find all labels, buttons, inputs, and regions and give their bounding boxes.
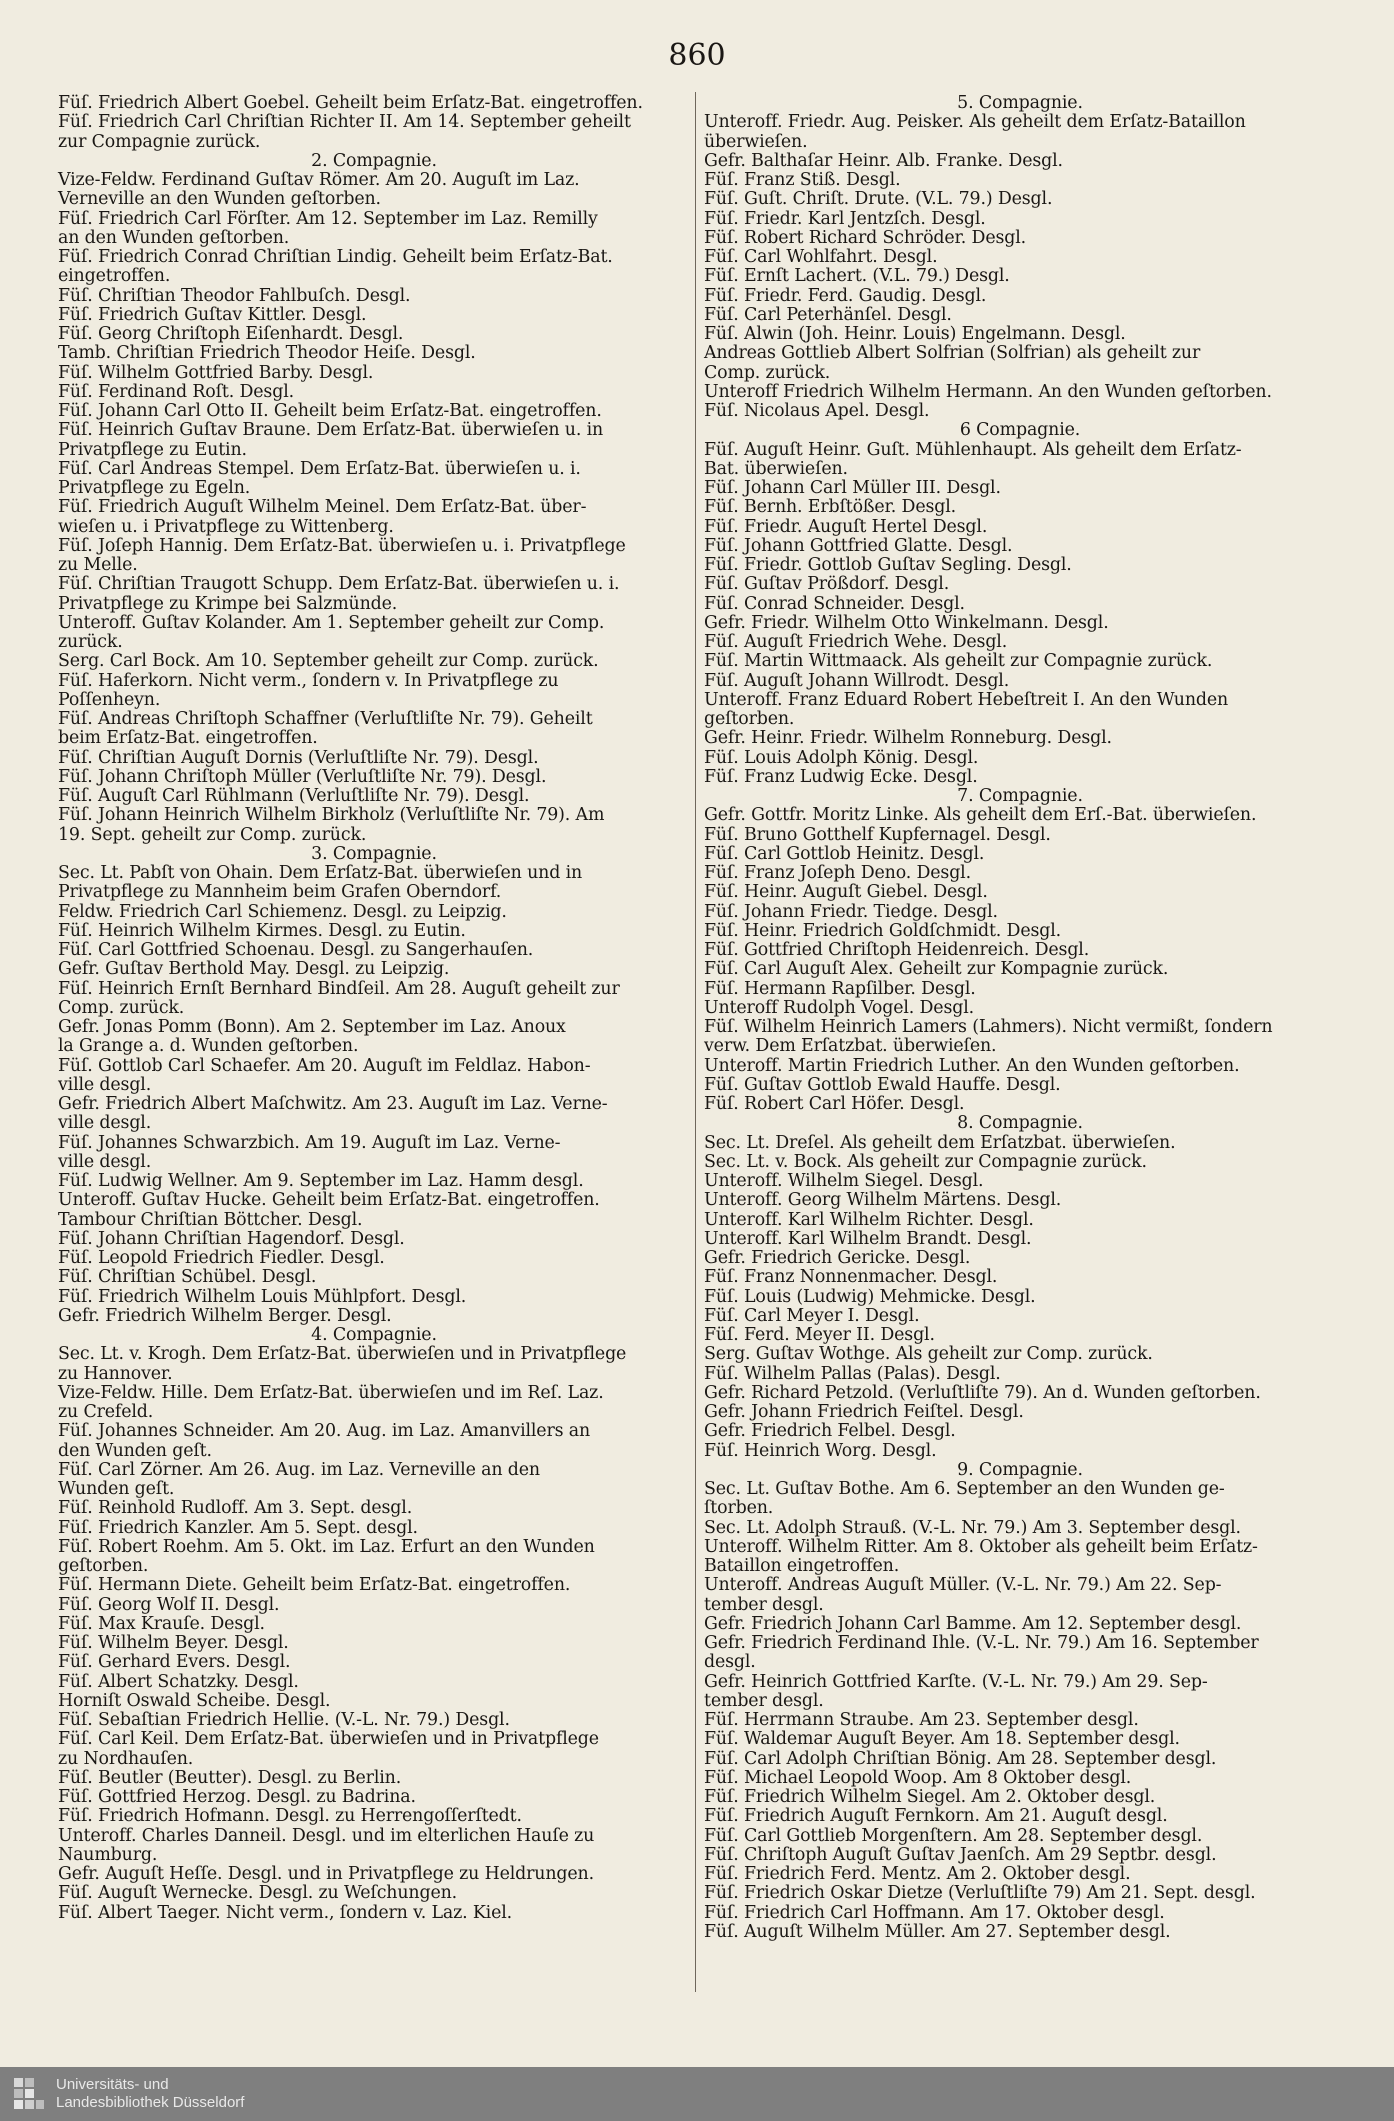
- casualty-line: Füſ. Wilhelm Heinrich Lamers (Lahmers). Nicht vermißt, ſondern: [704, 1017, 1273, 1037]
- casualty-line: Füſ. Nicolaus Apel. Desgl.: [704, 401, 930, 421]
- casualty-line: Füſ. Alwin (Joh. Heinr. Louis) Engelmann. Desgl.: [704, 324, 1126, 344]
- casualty-line: Comp. zurück.: [704, 362, 831, 383]
- casualty-line: Sec. Lt. Guſtav Bothe. Am 6. September an den Wunden ge-: [704, 1479, 1225, 1499]
- casualty-line: Füſ. Gerhard Evers. Desgl.: [58, 1652, 291, 1673]
- casualty-line: Füſ. Friedrich Oskar Dietze (Verluſtliſte 79) Am 21. Sept. desgl.: [704, 1883, 1256, 1904]
- company-heading: 5. Compagnie.: [957, 93, 1083, 113]
- casualty-line: eingetroffen.: [58, 266, 171, 287]
- casualty-line: 19. Sept. geheilt zur Comp. zurück.: [58, 824, 367, 845]
- casualty-line: Serg. Guſtav Wothge. Als geheilt zur Comp. zurück.: [704, 1344, 1153, 1365]
- casualty-line: Wunden geſt.: [58, 1479, 175, 1499]
- casualty-line: Füſ. Johann Chriſtian Hagendorf. Desgl.: [58, 1228, 405, 1249]
- casualty-line: geſtorben.: [704, 709, 795, 729]
- casualty-line: Füſ. Carl Auguſt Alex. Geheilt zur Kompagnie zurück.: [704, 959, 1169, 980]
- casualty-line: Unteroff Friedrich Wilhelm Hermann. An den Wunden geſtorben.: [704, 381, 1272, 402]
- casualty-line: Füſ. Guſt. Chriſt. Drute. (V.L. 79.) Desgl.: [704, 189, 1053, 210]
- casualty-line: Füſ. Chriſtian Auguſt Dornis (Verluſtliſte Nr. 79). Desgl.: [58, 747, 539, 768]
- casualty-line: Füſ. Louis Adolph König. Desgl.: [704, 747, 979, 768]
- casualty-line: Füſ. Hermann Rapſilber. Desgl.: [704, 978, 976, 999]
- casualty-line: Unteroff. Martin Friedrich Luther. An den Wunden geſtorben.: [704, 1055, 1240, 1076]
- casualty-line: Gefr. Friedrich Albert Maſchwitz. Am 23. Auguſt im Laz. Verne-: [58, 1094, 608, 1114]
- casualty-line: Füſ. Friedrich Carl Förſter. Am 12. September im Laz. Remilly: [58, 208, 598, 229]
- casualty-line: Gefr. Jonas Pomm (Bonn). Am 2. September im Laz. Anoux: [58, 1017, 566, 1037]
- casualty-line: Andreas Gottlieb Albert Solfrian (Solfrian) als geheilt zur: [704, 343, 1201, 364]
- casualty-line: Füſ. Friedrich Wilhelm Siegel. Am 2. Oktober desgl.: [704, 1787, 1156, 1807]
- casualty-line: Füſ. Georg Wolf II. Desgl.: [58, 1594, 280, 1615]
- casualty-line: Füſ. Ludwig Wellner. Am 9. September im Laz. Hamm desgl.: [58, 1171, 584, 1191]
- casualty-line: Füſ. Carl Gottlob Heinitz. Desgl.: [704, 843, 985, 864]
- casualty-line: ville desgl.: [58, 1151, 152, 1172]
- casualty-line: Füſ. Ferdinand Roſt. Desgl.: [58, 381, 294, 402]
- casualty-line: Füſ. Max Krauſe. Desgl.: [58, 1613, 265, 1634]
- casualty-line: Füſ. Auguſt Wilhelm Müller. Am 27. September desgl.: [704, 1921, 1171, 1942]
- casualty-line: Gefr. Friedr. Wilhelm Otto Winkelmann. Desgl.: [704, 612, 1109, 633]
- casualty-line: Füſ. Johann Carl Müller III. Desgl.: [704, 478, 1001, 498]
- casualty-line: Füſ. Leopold Friedrich Fiedler. Desgl.: [58, 1248, 385, 1268]
- casualty-line: Horniſt Oswald Scheibe. Desgl.: [58, 1690, 331, 1711]
- casualty-line: Füſ. Carl Gottfried Schoenau. Desgl. zu Sangerhauſen.: [58, 940, 534, 960]
- casualty-line: Füſ. Wilhelm Beyer. Desgl.: [58, 1633, 289, 1653]
- casualty-line: Füſ. Conrad Schneider. Desgl.: [704, 593, 965, 614]
- casualty-line: Gefr. Johann Friedrich Feiſtel. Desgl.: [704, 1402, 1024, 1422]
- casualty-line: Gefr. Friedrich Wilhelm Berger. Desgl.: [58, 1305, 392, 1326]
- casualty-line: Unteroff. Wilhelm Ritter. Am 8. Oktober als geheilt beim Erſatz-: [704, 1536, 1258, 1557]
- casualty-line: Tamb. Chriſtian Friedrich Theodor Heiſe. Desgl.: [58, 343, 476, 364]
- casualty-line: ville desgl.: [58, 1074, 152, 1095]
- casualty-line: Unteroff. Guſtav Hucke. Geheilt beim Erſatz-Bat. eingetroffen.: [58, 1190, 600, 1211]
- library-name: [56, 2076, 244, 2112]
- casualty-line: zu Crefeld.: [58, 1402, 154, 1422]
- casualty-line: Verneville an den Wunden geſtorben.: [58, 189, 381, 210]
- column-divider: [695, 92, 696, 1992]
- casualty-line: Füſ. Johann Friedr. Tiedge. Desgl.: [704, 901, 998, 922]
- casualty-line: Füſ. Auguſt Johann Willrodt. Desgl.: [704, 670, 1010, 691]
- casualty-line: desgl.: [704, 1652, 756, 1673]
- casualty-line: Füſ. Robert Carl Höfer. Desgl.: [704, 1094, 965, 1114]
- casualty-line: Füſ. Reinhold Rudloff. Am 3. Sept. desgl.: [58, 1498, 413, 1519]
- casualty-line: den Wunden geſt.: [58, 1440, 212, 1461]
- casualty-line: Füſ. Friedrich Carl Hoffmann. Am 17. Oktober desgl.: [704, 1902, 1165, 1923]
- company-heading: 8. Compagnie.: [957, 1113, 1083, 1134]
- casualty-line: Füſ. Heinrich Worg. Desgl.: [704, 1440, 937, 1461]
- library-footer-bar: [0, 2067, 1394, 2121]
- casualty-line: Sec. Lt. v. Krogh. Dem Erſatz-Bat. überwieſen und in Privatpflege: [58, 1344, 627, 1365]
- casualty-line: Füſ. Albert Taeger. Nicht verm., ſondern v. Laz. Kiel.: [58, 1902, 513, 1923]
- casualty-line: ville desgl.: [58, 1113, 152, 1134]
- company-heading: 9. Compagnie.: [957, 1459, 1083, 1480]
- casualty-line: Füſ. Auguſt Carl Rühlmann (Verluſtliſte Nr. 79). Desgl.: [58, 786, 530, 806]
- casualty-line: Sec. Lt. Dreſel. Als geheilt dem Erſatzbat. überwieſen.: [704, 1132, 1176, 1153]
- casualty-line: Gefr. Heinr. Friedr. Wilhelm Ronneburg. Desgl.: [704, 728, 1112, 749]
- casualty-line: Serg. Carl Bock. Am 10. September geheilt zur Comp. zurück.: [58, 651, 599, 672]
- casualty-line: zu Nordhauſen.: [58, 1748, 194, 1769]
- casualty-line: Privatpflege zu Mannheim beim Grafen Oberndorf.: [58, 882, 502, 903]
- casualty-line: Füſ. Johann Heinrich Wilhelm Birkholz (Verluſtliſte Nr. 79). Am: [58, 805, 605, 826]
- casualty-line: Unteroff. Karl Wilhelm Richter. Desgl.: [704, 1209, 1034, 1230]
- casualty-line: Füſ. Chriſtian Traugott Schupp. Dem Erſatz-Bat. überwieſen u. i.: [58, 574, 620, 595]
- casualty-line: Füſ. Friedr. Auguſt Hertel Desgl.: [704, 516, 988, 537]
- casualty-line: Füſ. Hermann Diete. Geheilt beim Erſatz-Bat. eingetroffen.: [58, 1575, 571, 1596]
- casualty-line: Füſ. Martin Wittmaack. Als geheilt zur Compagnie zurück.: [704, 651, 1213, 672]
- casualty-line: Gefr. Auguſt Heſſe. Desgl. und in Privatpflege zu Heldrungen.: [58, 1864, 594, 1884]
- casualty-line: Unteroff. Guſtav Kolander. Am 1. September geheilt zur Comp.: [58, 612, 605, 633]
- casualty-line: Füſ. Carl Keil. Dem Erſatz-Bat. überwieſen und in Privatpflege: [58, 1729, 599, 1750]
- page-number: 860: [668, 38, 726, 73]
- casualty-line: Füſ. Heinrich Ernſt Bernhard Bindſeil. Am 28. Auguſt geheilt zur: [58, 978, 620, 999]
- casualty-line: Füſ. Gottfried Chriſtoph Heidenreich. Desgl.: [704, 940, 1090, 960]
- library-logo-icon: [14, 2078, 44, 2110]
- casualty-line: Füſ. Heinr. Auguſt Giebel. Desgl.: [704, 882, 988, 903]
- company-heading: 2. Compagnie.: [311, 150, 437, 171]
- casualty-line: Unteroff. Georg Wilhelm Märtens. Desgl.: [704, 1190, 1062, 1211]
- casualty-line: wieſen u. i Privatpflege zu Wittenberg.: [58, 516, 394, 537]
- casualty-line: Füſ. Carl Zörner. Am 26. Aug. im Laz. Verneville an den: [58, 1459, 540, 1480]
- casualty-line: Füſ. Joſeph Hannig. Dem Erſatz-Bat. überwieſen u. i. Privatpflege: [58, 535, 626, 556]
- casualty-line: Füſ. Friedrich Wilhelm Louis Mühlpfort. Desgl.: [58, 1286, 467, 1307]
- company-heading: 6 Compagnie.: [959, 420, 1081, 441]
- casualty-line: Gefr. Heinrich Gottfried Karſte. (V.-L. Nr. 79.) Am 29. Sep-: [704, 1671, 1208, 1692]
- casualty-line: Füſ. Robert Roehm. Am 5. Okt. im Laz. Erfurt an den Wunden: [58, 1536, 595, 1557]
- casualty-line: Füſ. Haferkorn. Nicht verm., ſondern v. In Privatpflege zu: [58, 670, 559, 691]
- casualty-line: Füſ. Wilhelm Gottfried Barby. Desgl.: [58, 362, 374, 383]
- casualty-line: Füſ. Friedrich Kanzler. Am 5. Sept. desgl.: [58, 1517, 418, 1538]
- casualty-line: Füſ. Georg Chriſtoph Eiſenhardt. Desgl.: [58, 324, 404, 344]
- casualty-line: Füſ. Friedr. Karl Jentzſch. Desgl.: [704, 208, 986, 229]
- casualty-line: Gefr. Balthaſar Heinr. Alb. Franke. Desgl.: [704, 150, 1063, 171]
- casualty-line: Füſ. Carl Gottlieb Morgenſtern. Am 28. September desgl.: [704, 1825, 1203, 1846]
- casualty-line: Füſ. Auguſt Wernecke. Desgl. zu Weſchungen.: [58, 1883, 458, 1904]
- casualty-line: Füſ. Johannes Schwarzbich. Am 19. Auguſt im Laz. Verne-: [58, 1132, 561, 1153]
- casualty-line: Füſ. Gottfried Herzog. Desgl. zu Badrina.: [58, 1787, 416, 1807]
- casualty-line: Füſ. Johannes Schneider. Am 20. Aug. im Laz. Amanvillers an: [58, 1421, 591, 1442]
- casualty-line: Füſ. Franz Stiß. Desgl.: [704, 170, 901, 190]
- casualty-line: Füſ. Bernh. Erbſtößer. Desgl.: [704, 497, 957, 518]
- casualty-line: Füſ. Friedrich Conrad Chriſtian Lindig. Geheilt beim Erſatz-Bat.: [58, 247, 613, 267]
- casualty-line: verw. Dem Erſatzbat. überwieſen.: [704, 1036, 997, 1057]
- casualty-line: Füſ. Heinr. Friedrich Goldſchmidt. Desgl.: [704, 920, 1062, 941]
- casualty-line: Füſ. Johann Chriſtoph Müller (Verluſtliſte Nr. 79). Desgl.: [58, 766, 547, 787]
- casualty-line: Füſ. Franz Joſeph Deno. Desgl.: [704, 863, 971, 883]
- casualty-line: Füſ. Louis (Ludwig) Mehmicke. Desgl.: [704, 1286, 1036, 1307]
- casualty-line: Füſ. Friedr. Ferd. Gaudig. Desgl.: [704, 285, 987, 306]
- casualty-line: Füſ. Friedrich Ferd. Mentz. Am 2. Oktober desgl.: [704, 1864, 1131, 1884]
- casualty-line: Naumburg.: [58, 1844, 158, 1865]
- casualty-line: Füſ. Auguſt Friedrich Wehe. Desgl.: [704, 632, 1008, 652]
- casualty-line: Gefr. Friedrich Ferdinand Ihle. (V.-L. Nr. 79.) Am 16. September: [704, 1633, 1259, 1653]
- casualty-line: Füſ. Johann Carl Otto II. Geheilt beim Erſatz-Bat. eingetroffen.: [58, 401, 602, 421]
- casualty-line: Unteroff. Charles Danneil. Desgl. und im elterlichen Hauſe zu: [58, 1825, 595, 1846]
- casualty-line: Gefr. Guſtav Berthold May. Desgl. zu Leipzig.: [58, 959, 450, 980]
- casualty-line: Gefr. Richard Petzold. (Verluſtliſte 79). An d. Wunden geſtorben.: [704, 1382, 1261, 1403]
- casualty-line: Privatpflege zu Krimpe bei Salzmünde.: [58, 593, 398, 614]
- casualty-line: Unteroff Rudolph Vogel. Desgl.: [704, 997, 974, 1018]
- casualty-line: Füſ. Wilhelm Pallas (Palas). Desgl.: [704, 1363, 1001, 1384]
- casualty-line: Vize-Feldw. Ferdinand Guſtav Römer. Am 20. Auguſt im Laz.: [58, 170, 580, 190]
- casualty-line: Füſ. Herrmann Straube. Am 23. September desgl.: [704, 1710, 1139, 1730]
- casualty-line: Füſ. Carl Adolph Chriſtian Bönig. Am 28. September desgl.: [704, 1748, 1217, 1769]
- casualty-line: Vize-Feldw. Hille. Dem Erſatz-Bat. überwieſen und im Reſ. Laz.: [58, 1382, 604, 1403]
- casualty-line: Füſ. Bruno Gotthelf Kupfernagel. Desgl.: [704, 824, 1051, 845]
- casualty-line: Feldw. Friedrich Carl Schiemenz. Desgl. zu Leipzig.: [58, 901, 507, 922]
- casualty-line: Füſ. Ferd. Meyer II. Desgl.: [704, 1325, 935, 1345]
- casualty-line: Füſ. Chriſtoph Auguſt Guſtav Jaenſch. Am 29 Septbr. desgl.: [704, 1844, 1217, 1865]
- casualty-line: Füſ. Friedrich Auguſt Wilhelm Meinel. Dem Erſatz-Bat. über-: [58, 497, 587, 518]
- casualty-line: Füſ. Andreas Chriſtoph Schaffner (Verluſtliſte Nr. 79). Geheilt: [58, 709, 593, 729]
- casualty-line: Unteroff. Karl Wilhelm Brandt. Desgl.: [704, 1228, 1032, 1249]
- casualty-line: Füſ. Friedrich Carl Chriſtian Richter II. Am 14. September geheilt: [58, 112, 631, 133]
- casualty-line: Füſ. Chriſtian Theodor Fahlbuſch. Desgl.: [58, 285, 411, 306]
- casualty-line: Unteroff. Friedr. Aug. Peisker. Als geheilt dem Erſatz-Bataillon: [704, 112, 1246, 133]
- casualty-line: Gefr. Gottfr. Moritz Linke. Als geheilt dem Erſ.-Bat. überwieſen.: [704, 805, 1257, 826]
- casualty-line: zur Compagnie zurück.: [58, 131, 261, 152]
- casualty-line: Gefr. Friedrich Gericke. Desgl.: [704, 1248, 971, 1268]
- library-name-line2: Landesbibliothek Düsseldorf: [56, 2094, 245, 2111]
- casualty-line: Füſ. Friedr. Gottlob Guſtav Segling. Desgl.: [704, 555, 1072, 575]
- casualty-line: Füſ. Robert Richard Schröder. Desgl.: [704, 227, 1027, 248]
- casualty-line: Poſſenheyn.: [58, 689, 161, 710]
- casualty-line: Bataillon eingetroffen.: [704, 1556, 900, 1576]
- casualty-line: ſtorben.: [704, 1498, 774, 1519]
- casualty-line: Füſ. Friedrich Albert Goebel. Geheilt beim Erſatz-Bat. eingetroffen.: [58, 93, 643, 113]
- casualty-line: Füſ. Auguſt Heinr. Guſt. Mühlenhaupt. Als geheilt dem Erſatz-: [704, 439, 1242, 460]
- casualty-line: Comp. zurück.: [58, 997, 185, 1018]
- company-heading: 4. Compagnie.: [311, 1325, 437, 1345]
- casualty-line: Füſ. Carl Wohlfahrt. Desgl.: [704, 247, 938, 267]
- casualty-line: Füſ. Ernſt Lachert. (V.L. 79.) Desgl.: [704, 266, 1010, 287]
- left-column: [58, 94, 690, 1923]
- casualty-line: Füſ. Carl Andreas Stempel. Dem Erſatz-Bat. überwieſen u. i.: [58, 458, 581, 479]
- library-name-line1: Universitäts- und: [56, 2076, 169, 2093]
- casualty-line: Füſ. Friedrich Auguſt Fernkorn. Am 21. Auguſt desgl.: [704, 1806, 1168, 1827]
- casualty-line: Füſ. Gottlob Carl Schaefer. Am 20. Auguſt im Feldlaz. Habon-: [58, 1055, 591, 1076]
- casualty-line: Füſ. Guſtav Gottlob Ewald Hauffe. Desgl.: [704, 1074, 1061, 1095]
- casualty-line: an den Wunden geſtorben.: [58, 227, 290, 248]
- casualty-line: tember desgl.: [704, 1594, 824, 1615]
- casualty-line: Gefr. Friedrich Felbel. Desgl.: [704, 1421, 956, 1442]
- casualty-line: Füſ. Albert Schatzky. Desgl.: [58, 1671, 299, 1692]
- casualty-line: Privatpflege zu Egeln.: [58, 478, 251, 498]
- casualty-line: Füſ. Johann Gottfried Glatte. Desgl.: [704, 535, 1013, 556]
- casualty-line: Füſ. Friedrich Guſtav Kittler. Desgl.: [58, 304, 367, 325]
- casualty-line: zurück.: [58, 632, 123, 652]
- casualty-line: Unteroff. Andreas Auguſt Müller. (V.-L. Nr. 79.) Am 22. Sep-: [704, 1575, 1222, 1596]
- casualty-line: Füſ. Carl Meyer I. Desgl.: [704, 1305, 920, 1326]
- casualty-line: Privatpflege zu Eutin.: [58, 439, 247, 460]
- casualty-line: zu Hannover.: [58, 1363, 173, 1384]
- casualty-line: Füſ. Michael Leopold Woop. Am 8 Oktober desgl.: [704, 1767, 1132, 1788]
- casualty-line: Füſ. Carl Peterhänſel. Desgl.: [704, 304, 952, 325]
- casualty-line: Sec. Lt. Adolph Strauß. (V.-L. Nr. 79.) Am 3. September desgl.: [704, 1517, 1241, 1538]
- casualty-line: Füſ. Sebaſtian Friedrich Hellie. (V.-L. Nr. 79.) Desgl.: [58, 1710, 510, 1730]
- casualty-line: Sec. Lt. v. Bock. Als geheilt zur Compagnie zurück.: [704, 1151, 1147, 1172]
- casualty-line: Füſ. Heinrich Wilhelm Kirmes. Desgl. zu Eutin.: [58, 920, 466, 941]
- casualty-line: Unteroff. Franz Eduard Robert Hebeſtreit I. An den Wunden: [704, 689, 1229, 710]
- casualty-line: la Grange a. d. Wunden geſtorben.: [58, 1036, 359, 1057]
- casualty-line: Füſ. Guſtav Prößdorf. Desgl.: [704, 574, 950, 595]
- casualty-line: Gefr. Friedrich Johann Carl Bamme. Am 12. September desgl.: [704, 1613, 1242, 1634]
- casualty-line: Tambour Chriſtian Böttcher. Desgl.: [58, 1209, 363, 1230]
- casualty-line: Füſ. Franz Nonnenmacher. Desgl.: [704, 1267, 998, 1288]
- casualty-line: Füſ. Friedrich Hofmann. Desgl. zu Herrengoſſerſtedt.: [58, 1806, 522, 1827]
- casualty-line: Füſ. Franz Ludwig Ecke. Desgl.: [704, 766, 978, 787]
- casualty-line: Füſ. Heinrich Guſtav Braune. Dem Erſatz-Bat. überwieſen u. in: [58, 420, 604, 441]
- casualty-line: überwieſen.: [704, 131, 808, 152]
- casualty-line: zu Melle.: [58, 555, 138, 575]
- casualty-line: Füſ. Waldemar Auguſt Beyer. Am 18. September desgl.: [704, 1729, 1180, 1750]
- casualty-line: beim Erſatz-Bat. eingetroffen.: [58, 728, 318, 749]
- casualty-line: Füſ. Beutler (Beutter). Desgl. zu Berlin.: [58, 1767, 402, 1788]
- company-heading: 7. Compagnie.: [957, 786, 1083, 806]
- casualty-line: Unteroff. Wilhelm Siegel. Desgl.: [704, 1171, 984, 1191]
- casualty-line: Bat. überwieſen.: [704, 458, 848, 479]
- casualty-line: Füſ. Chriſtian Schübel. Desgl.: [58, 1267, 317, 1288]
- casualty-line: tember desgl.: [704, 1690, 824, 1711]
- casualty-line: Sec. Lt. Pabſt von Ohain. Dem Erſatz-Bat. überwieſen und in: [58, 863, 583, 883]
- right-column: [704, 94, 1336, 1942]
- company-heading: 3. Compagnie.: [311, 843, 437, 864]
- casualty-line: geſtorben.: [58, 1556, 149, 1576]
